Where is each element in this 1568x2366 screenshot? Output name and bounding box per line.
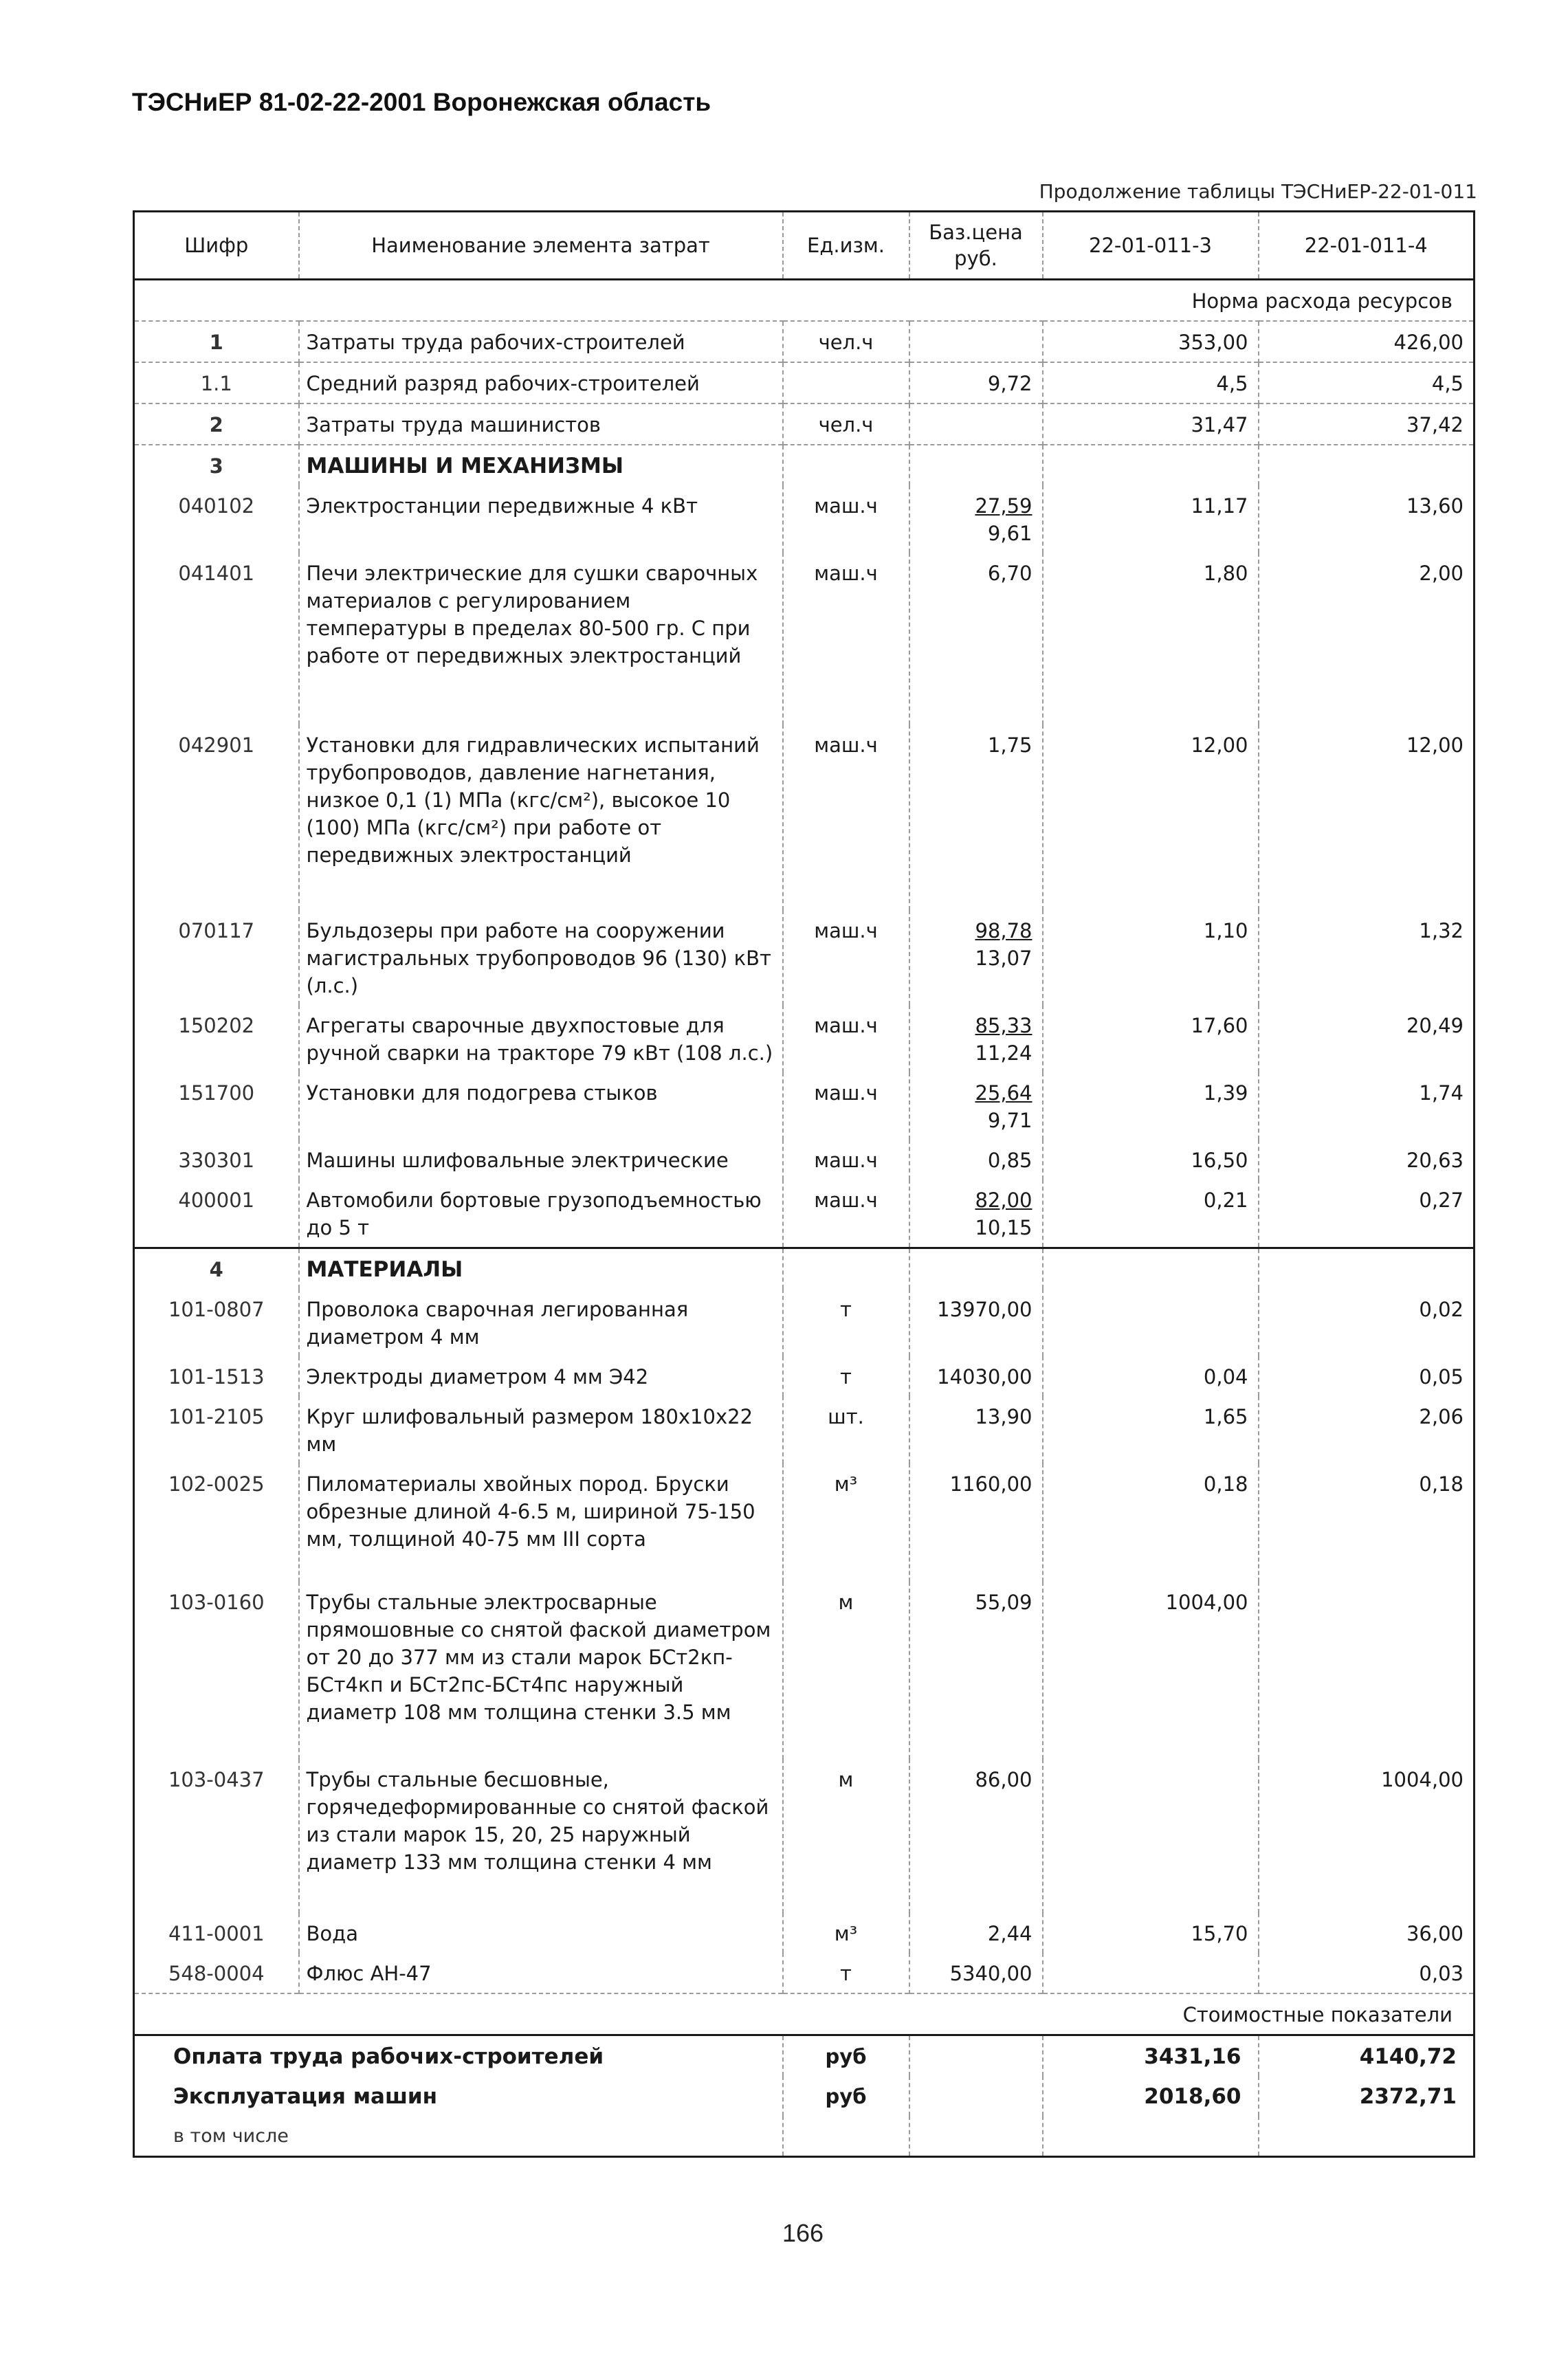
- row-value-a: 0,21: [1043, 1180, 1259, 1248]
- row-code: 042901: [178, 733, 255, 757]
- summary-row: [134, 2076, 1475, 2116]
- row-value-a: 1,65: [1043, 1396, 1259, 1463]
- table-row: [134, 1005, 1475, 1072]
- row-code: 548-0004: [168, 1962, 265, 1985]
- summary-row: [134, 2035, 1475, 2077]
- row-name: Пиломатериалы хвойных пород. Бруски обрезные длиной 4-6.5 м, шириной 75-150 мм, толщиной 40-75 мм III сорта: [299, 1463, 783, 1582]
- empty-cell: [909, 2076, 1043, 2116]
- base-price-total: 0,85: [987, 1149, 1033, 1172]
- row-value-b: 1,32: [1259, 910, 1475, 1005]
- row-code: 103-0160: [168, 1591, 265, 1614]
- row-value-a: 4,5: [1043, 362, 1259, 403]
- table-row: [134, 725, 1475, 910]
- empty-cell: [1259, 2116, 1475, 2157]
- summary-label: Эксплуатация машин: [173, 2084, 438, 2109]
- base-price-wage: 9,71: [987, 1109, 1033, 1132]
- table-header: [134, 212, 1475, 280]
- row-code: 102-0025: [168, 1472, 265, 1496]
- row-base-price: [909, 403, 1043, 445]
- cost-label-row-label: Стоимостные показатели: [134, 1993, 1475, 2035]
- row-value-a: [1043, 1759, 1259, 1913]
- row-base-price: 9,72: [909, 362, 1043, 403]
- row-base-price: 13970,00: [909, 1289, 1043, 1356]
- cost-label-row: [134, 1993, 1475, 2035]
- summary-value-a: 2018,60: [1043, 2076, 1259, 2116]
- row-unit: шт.: [783, 1396, 909, 1463]
- row-code: 330301: [178, 1149, 255, 1172]
- table-row: [134, 321, 1475, 362]
- row-value-b: 0,03: [1259, 1953, 1475, 1993]
- base-price-total: 82,00: [975, 1188, 1033, 1212]
- row-base-price: [909, 1140, 1043, 1180]
- row-base-price: 2,44: [909, 1913, 1043, 1953]
- row-base-price: [909, 1072, 1043, 1140]
- row-unit: чел.ч: [783, 321, 909, 362]
- empty-cell: [1043, 1248, 1259, 1290]
- row-code: 411-0001: [168, 1922, 265, 1945]
- row-name: Круг шлифовальный размером 180х10х22 мм: [299, 1396, 783, 1463]
- row-name: Установки для гидравлических испытаний трубопроводов, давление нагнетания, низкое 0,1 (1) МПа (кгс/см²), высокое 10 (100) МПа (кгс/см²) при работе от передвижных электростанций: [299, 725, 783, 910]
- row-value-b: 2,00: [1259, 553, 1475, 725]
- empty-cell: [783, 445, 909, 485]
- empty-cell: [783, 2116, 909, 2157]
- empty-cell: [909, 2116, 1043, 2157]
- row-value-a: 0,04: [1043, 1356, 1259, 1396]
- row-name: Электроды диаметром 4 мм Э42: [299, 1356, 783, 1396]
- row-unit: маш.ч: [783, 485, 909, 553]
- row-name: Затраты труда машинистов: [299, 403, 783, 445]
- table-row: [134, 553, 1475, 725]
- empty-cell: [909, 445, 1043, 485]
- header-col-b: 22-01-011-4: [1259, 212, 1475, 280]
- header-name: Наименование элемента затрат: [299, 212, 783, 280]
- row-base-price: 55,09: [909, 1582, 1043, 1759]
- section-row-materials: [134, 1248, 1475, 1290]
- base-price-wage: 10,15: [975, 1216, 1033, 1239]
- row-code: 070117: [178, 919, 255, 942]
- row-unit: т: [783, 1289, 909, 1356]
- base-price-wage: 13,07: [975, 947, 1033, 970]
- empty-cell: [1043, 2116, 1259, 2157]
- row-name: Электростанции передвижные 4 кВт: [299, 485, 783, 553]
- row-name: Агрегаты сварочные двухпостовые для ручной сварки на тракторе 79 кВт (108 л.с.): [299, 1005, 783, 1072]
- row-value-a: 1,10: [1043, 910, 1259, 1005]
- summary-value-a: 3431,16: [1043, 2035, 1259, 2077]
- row-base-price: [909, 1005, 1043, 1072]
- row-name: Трубы стальные бесшовные, горячедеформированные со снятой фаской из стали марок 15, 20, 25 наружный диаметр 133 мм толщина стенки 4 мм: [299, 1759, 783, 1913]
- section-title: МАШИНЫ И МЕХАНИЗМЫ: [299, 445, 783, 485]
- row-base-price: 14030,00: [909, 1356, 1043, 1396]
- row-value-a: 31,47: [1043, 403, 1259, 445]
- header-code: Шифр: [134, 212, 299, 280]
- table-continuation-caption: Продолжение таблицы ТЭСНиЕР-22-01-011: [1039, 180, 1477, 203]
- norm-label-row: [134, 280, 1475, 322]
- row-unit: маш.ч: [783, 725, 909, 910]
- row-value-b: 12,00: [1259, 725, 1475, 910]
- row-value-b: 36,00: [1259, 1913, 1475, 1953]
- row-base-price: 1160,00: [909, 1463, 1043, 1582]
- row-value-a: 15,70: [1043, 1913, 1259, 1953]
- table-row: [134, 1072, 1475, 1140]
- table-row: [134, 1180, 1475, 1248]
- row-name: Печи электрические для сушки сварочных материалов с регулированием температуры в пределах 80-500 гр. С при работе от передвижных электростанций: [299, 553, 783, 725]
- table-row: [134, 910, 1475, 1005]
- row-code: 150202: [178, 1014, 255, 1037]
- row-value-b: 0,18: [1259, 1463, 1475, 1582]
- table-row: [134, 403, 1475, 445]
- row-name: Вода: [299, 1913, 783, 1953]
- row-name: Средний разряд рабочих-строителей: [299, 362, 783, 403]
- section-title: МАТЕРИАЛЫ: [299, 1248, 783, 1290]
- table-row: [134, 362, 1475, 403]
- row-code: 400001: [178, 1188, 255, 1212]
- row-base-price: [909, 553, 1043, 725]
- row-base-price: 86,00: [909, 1759, 1043, 1913]
- header-unit: Ед.изм.: [783, 212, 909, 280]
- norm-label-row-label: Норма расхода ресурсов: [134, 280, 1475, 322]
- row-value-b: 20,63: [1259, 1140, 1475, 1180]
- row-code: 1.1: [134, 362, 299, 403]
- row-base-price: 13,90: [909, 1396, 1043, 1463]
- row-value-b: 426,00: [1259, 321, 1475, 362]
- table-row: [134, 485, 1475, 553]
- row-value-a: 353,00: [1043, 321, 1259, 362]
- base-price-wage: 9,61: [987, 522, 1033, 545]
- row-value-a: 0,18: [1043, 1463, 1259, 1582]
- row-value-a: 1004,00: [1043, 1582, 1259, 1759]
- table-row: [134, 1953, 1475, 1993]
- row-unit: т: [783, 1356, 909, 1396]
- summary-value-b: 2372,71: [1259, 2076, 1475, 2116]
- row-code: 101-2105: [168, 1405, 265, 1428]
- row-unit: м³: [783, 1463, 909, 1582]
- base-price-wage: 11,24: [975, 1041, 1033, 1065]
- empty-cell: [1259, 1248, 1475, 1290]
- row-value-b: 20,49: [1259, 1005, 1475, 1072]
- row-value-a: 12,00: [1043, 725, 1259, 910]
- row-unit: т: [783, 1953, 909, 1993]
- table-body: [134, 280, 1475, 2157]
- row-unit: м: [783, 1759, 909, 1913]
- row-code: 040102: [178, 494, 255, 518]
- row-value-b: 0,05: [1259, 1356, 1475, 1396]
- resource-table: [133, 210, 1475, 2158]
- document-title: ТЭСНиЕР 81-02-22-2001 Воронежская область: [132, 88, 711, 116]
- section-number: 4: [134, 1248, 299, 1290]
- row-value-a: 17,60: [1043, 1005, 1259, 1072]
- base-price-total: 6,70: [987, 562, 1033, 585]
- header-col-a: 22-01-011-3: [1043, 212, 1259, 280]
- row-value-b: 13,60: [1259, 485, 1475, 553]
- row-value-a: 1,39: [1043, 1072, 1259, 1140]
- row-value-a: 16,50: [1043, 1140, 1259, 1180]
- table-row: [134, 1913, 1475, 1953]
- row-value-a: [1043, 1289, 1259, 1356]
- row-value-b: 0,02: [1259, 1289, 1475, 1356]
- row-unit: маш.ч: [783, 1140, 909, 1180]
- table-row: [134, 1759, 1475, 1913]
- empty-cell: [1259, 445, 1475, 485]
- resource-table-container: [133, 210, 1473, 2158]
- row-code: 2: [134, 403, 299, 445]
- empty-cell: [783, 1248, 909, 1290]
- base-price-total: 25,64: [975, 1081, 1033, 1105]
- row-base-price: 5340,00: [909, 1953, 1043, 1993]
- row-value-b: [1259, 1582, 1475, 1759]
- summary-unit: руб: [783, 2035, 909, 2077]
- row-code: 151700: [178, 1081, 255, 1105]
- base-price-total: 27,59: [975, 494, 1033, 518]
- base-price-total: 85,33: [975, 1014, 1033, 1037]
- row-name: Затраты труда рабочих-строителей: [299, 321, 783, 362]
- empty-cell: [909, 2035, 1043, 2077]
- row-unit: м³: [783, 1913, 909, 1953]
- header-base-price: Баз.цена руб.: [909, 212, 1043, 280]
- row-unit: маш.ч: [783, 910, 909, 1005]
- row-value-a: 1,80: [1043, 553, 1259, 725]
- section-row-machines: [134, 445, 1475, 485]
- row-code: 101-1513: [168, 1365, 265, 1389]
- row-unit: [783, 362, 909, 403]
- row-value-a: 11,17: [1043, 485, 1259, 553]
- row-unit: маш.ч: [783, 553, 909, 725]
- base-price-total: 98,78: [975, 919, 1033, 942]
- row-code: 103-0437: [168, 1768, 265, 1791]
- table-row: [134, 1396, 1475, 1463]
- row-unit: м: [783, 1582, 909, 1759]
- row-code: 041401: [178, 562, 255, 585]
- row-value-b: 1,74: [1259, 1072, 1475, 1140]
- row-name: Трубы стальные электросварные прямошовные со снятой фаской диаметром от 20 до 377 мм из стали марок БСт2кп-БСт4кп и БСт2пс-БСт4пс наружный диаметр 108 мм толщина стенки 3.5 мм: [299, 1582, 783, 1759]
- table-row: [134, 1140, 1475, 1180]
- page-number: 166: [782, 2219, 824, 2247]
- row-base-price: [909, 910, 1043, 1005]
- row-value-b: 1004,00: [1259, 1759, 1475, 1913]
- row-name: Автомобили бортовые грузоподъемностью до 5 т: [299, 1180, 783, 1248]
- row-name: Проволока сварочная легированная диаметром 4 мм: [299, 1289, 783, 1356]
- empty-cell: [909, 1248, 1043, 1290]
- summary-value-b: 4140,72: [1259, 2035, 1475, 2077]
- row-name: Машины шлифовальные электрические: [299, 1140, 783, 1180]
- row-value-b: 2,06: [1259, 1396, 1475, 1463]
- row-unit: маш.ч: [783, 1180, 909, 1248]
- table-row: [134, 1463, 1475, 1582]
- row-base-price: [909, 1180, 1043, 1248]
- row-base-price: [909, 725, 1043, 910]
- row-base-price: [909, 485, 1043, 553]
- row-name: Установки для подогрева стыков: [299, 1072, 783, 1140]
- row-base-price: [909, 321, 1043, 362]
- section-number: 3: [134, 445, 299, 485]
- table-row: [134, 1289, 1475, 1356]
- row-value-b: 37,42: [1259, 403, 1475, 445]
- row-code: 1: [134, 321, 299, 362]
- row-unit: чел.ч: [783, 403, 909, 445]
- table-row: [134, 1356, 1475, 1396]
- note-row: [134, 2116, 1475, 2157]
- row-value-b: 0,27: [1259, 1180, 1475, 1248]
- row-code: 101-0807: [168, 1298, 265, 1321]
- summary-label: Оплата труда рабочих-строителей: [134, 2035, 783, 2077]
- row-name: Флюс АН-47: [299, 1953, 783, 1993]
- row-unit: маш.ч: [783, 1005, 909, 1072]
- row-name: Бульдозеры при работе на сооружении магистральных трубопроводов 96 (130) кВт (л.с.): [299, 910, 783, 1005]
- row-unit: маш.ч: [783, 1072, 909, 1140]
- summary-unit: руб: [783, 2076, 909, 2116]
- table-row: [134, 1582, 1475, 1759]
- base-price-total: 1,75: [987, 733, 1033, 757]
- row-value-a: [1043, 1953, 1259, 1993]
- note-label: в том числе: [173, 2125, 289, 2147]
- empty-cell: [1043, 445, 1259, 485]
- row-value-b: 4,5: [1259, 362, 1475, 403]
